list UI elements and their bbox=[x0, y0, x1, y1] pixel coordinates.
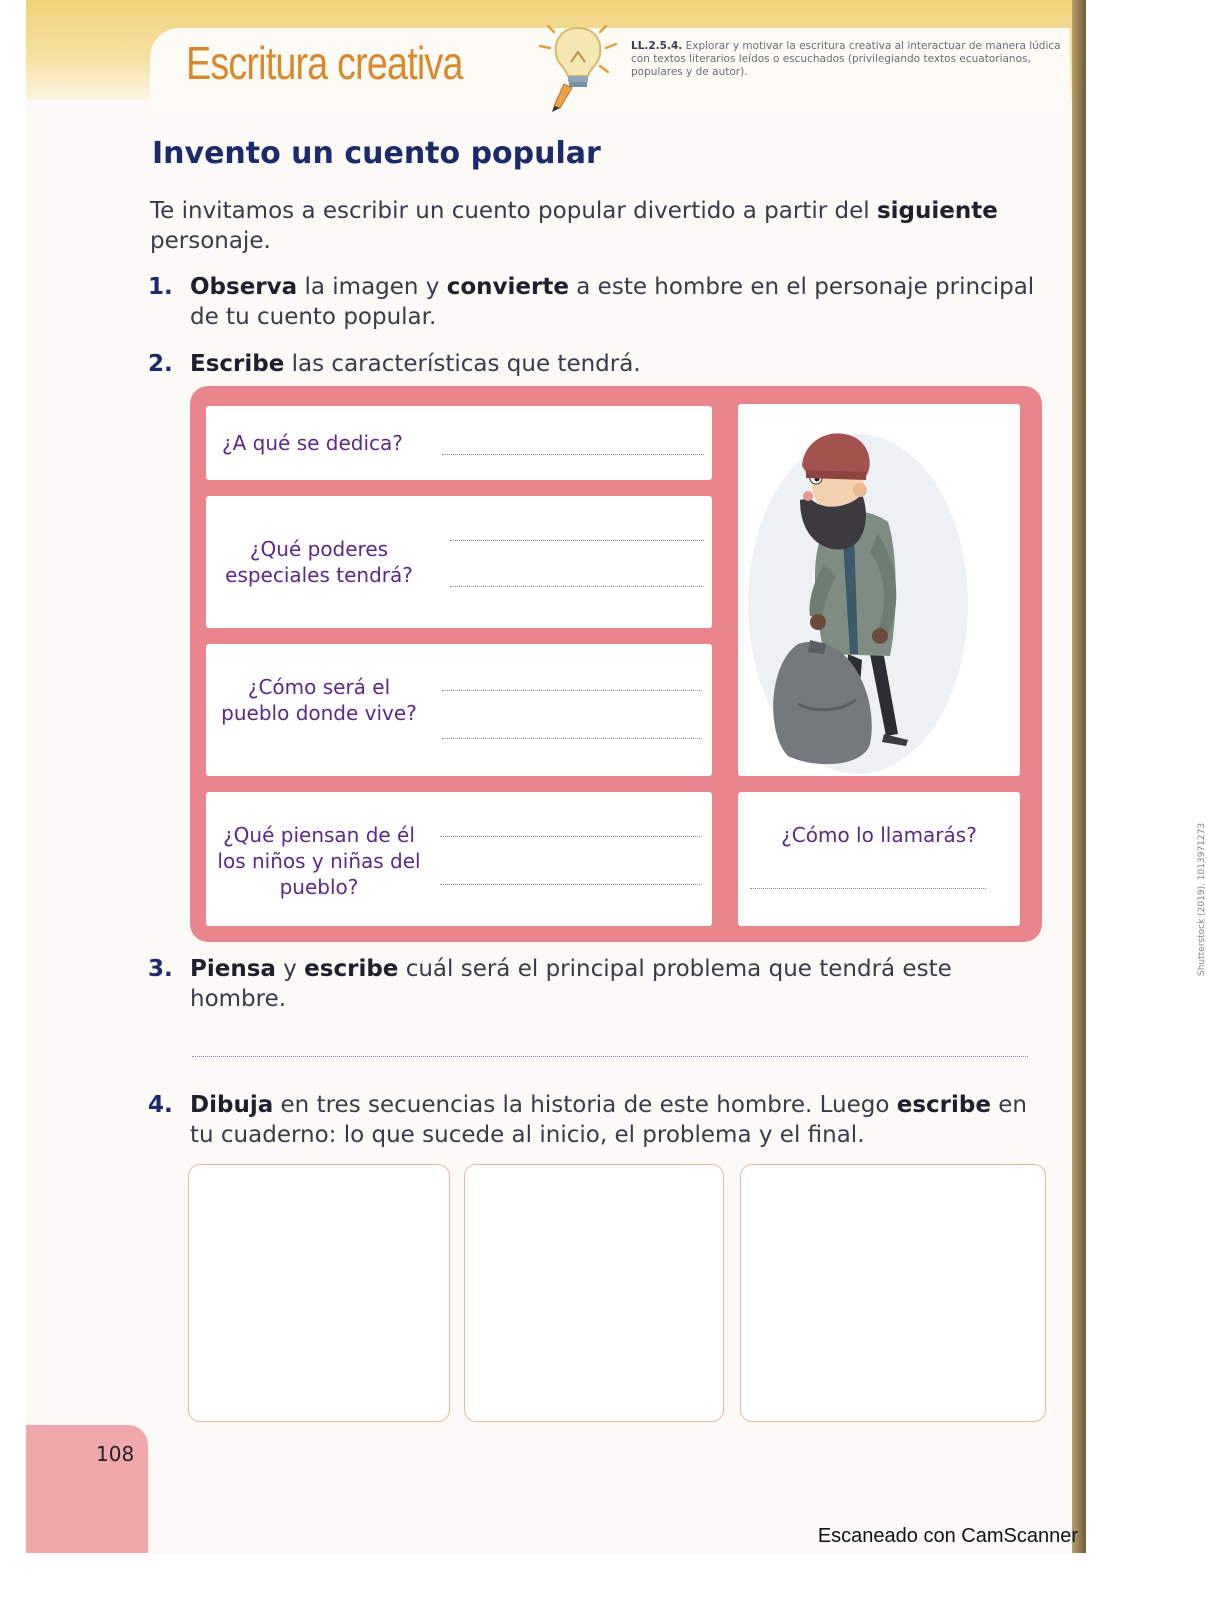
answer-line[interactable] bbox=[750, 888, 986, 889]
question-village: ¿Cómo será el pueblo donde vive? bbox=[221, 675, 417, 725]
instruction-number: 3. bbox=[148, 956, 173, 982]
bearded-man-illustration bbox=[738, 404, 1020, 776]
character-image-cell bbox=[738, 404, 1020, 776]
answer-line[interactable] bbox=[442, 454, 704, 455]
instruction-number: 4. bbox=[148, 1092, 173, 1118]
scanner-watermark: Escaneado con CamScanner bbox=[817, 1525, 1078, 1547]
instruction-text: y bbox=[275, 956, 305, 982]
instruction-verb: Piensa bbox=[190, 956, 276, 982]
instruction-verb: convierte bbox=[446, 274, 569, 300]
problem-answer-line[interactable] bbox=[192, 1056, 1028, 1057]
instruction-text: cuál será el principal problema que tendrá este hombre. bbox=[190, 956, 952, 1012]
instruction-verb: escribe bbox=[304, 956, 399, 982]
answer-cell-name bbox=[738, 792, 1020, 926]
page-binding-edge bbox=[1072, 0, 1086, 1553]
drawing-box-problem[interactable] bbox=[464, 1164, 724, 1422]
answer-cell-occupation bbox=[206, 406, 712, 480]
instruction-text: las características que tendrá. bbox=[284, 351, 641, 377]
question-occupation: ¿A qué se dedica? bbox=[222, 431, 403, 455]
section-title: Escritura creativa bbox=[186, 37, 463, 89]
instruction-verb: escribe bbox=[896, 1092, 991, 1118]
drawing-box-beginning[interactable] bbox=[188, 1164, 450, 1422]
workbook-page bbox=[26, 0, 1207, 1553]
instruction-text: en tu cuaderno: lo que sucede al inicio, el problema y el final. bbox=[190, 1092, 1028, 1148]
instruction-text: la imagen y bbox=[297, 274, 447, 300]
skill-descriptor bbox=[631, 40, 1071, 79]
question-powers: ¿Qué poderes especiales tendrá? bbox=[225, 537, 413, 587]
answer-cell-children-opinion bbox=[206, 792, 712, 926]
intro-text-1: Te invitamos a escribir un cuento popular divertido a partir del bbox=[150, 198, 877, 224]
instruction-verb: Dibuja bbox=[190, 1092, 274, 1118]
page-title: Invento un cuento popular bbox=[152, 136, 601, 171]
intro-text-2: personaje. bbox=[150, 228, 271, 254]
question-name: ¿Cómo lo llamarás? bbox=[781, 823, 977, 847]
answer-cell-village bbox=[206, 644, 712, 776]
instruction-number: 2. bbox=[148, 351, 173, 377]
answer-line[interactable] bbox=[450, 540, 704, 541]
skill-code: LL.2.5.4. bbox=[631, 40, 683, 52]
intro-bold: siguiente bbox=[876, 198, 998, 224]
answer-line[interactable] bbox=[442, 738, 700, 739]
answer-cell-powers bbox=[206, 496, 712, 628]
instruction-text: a este hombre en el personaje principal de tu cuento popular. bbox=[190, 274, 1035, 330]
answer-line[interactable] bbox=[442, 690, 700, 691]
instruction-verb: Observa bbox=[190, 274, 298, 300]
question-children-opinion: ¿Qué piensan de él los niños y niñas del pueblo? bbox=[217, 823, 421, 899]
answer-line[interactable] bbox=[440, 884, 700, 885]
intro-paragraph bbox=[150, 196, 1050, 256]
lightbulb-pencil-icon bbox=[538, 22, 618, 114]
page-number: 108 bbox=[96, 1442, 135, 1466]
answer-line[interactable] bbox=[440, 836, 700, 837]
image-credit: Shutterstock (2019). 1013971273 bbox=[1197, 822, 1207, 976]
instruction-number: 1. bbox=[148, 274, 173, 300]
instruction-text: en tres secuencias la historia de este hombre. Luego bbox=[273, 1092, 897, 1118]
answer-line[interactable] bbox=[450, 586, 704, 587]
drawing-box-ending[interactable] bbox=[740, 1164, 1046, 1422]
instruction-verb: Escribe bbox=[190, 351, 285, 377]
skill-text: Explorar y motivar la escritura creativa al interactuar de manera lúdica con textos literarios leídos o escuchados (privilegiando textos ecuatorianos, populares y de autor). bbox=[631, 40, 1061, 78]
